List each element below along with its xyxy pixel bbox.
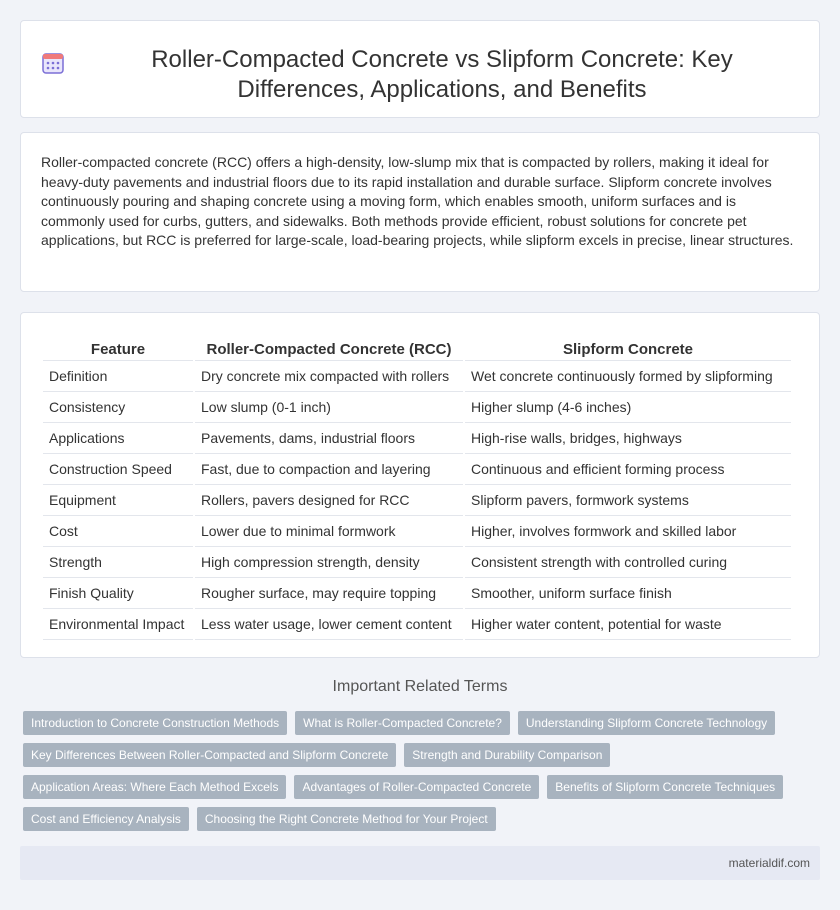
title-card [20,20,820,118]
intro-card [20,132,820,292]
table-cell: Lower due to minimal formwork [195,516,463,547]
table-cell: Applications [43,423,193,454]
related-term-tag[interactable]: Key Differences Between Roller-Compacted and Slipform Concrete [23,743,396,767]
table-cell: Finish Quality [43,578,193,609]
table-row [43,485,791,516]
related-term-tag[interactable]: Introduction to Concrete Construction Methods [23,711,287,735]
column-header-slipform: Slipform Concrete [465,333,791,361]
table-row [43,361,791,392]
table-cell: Higher, involves formwork and skilled labor [465,516,791,547]
column-header-feature: Feature [43,333,193,361]
table-cell: Low slump (0-1 inch) [195,392,463,423]
related-terms-list [23,711,823,831]
table-cell: Continuous and efficient forming process [465,454,791,485]
column-header-rcc: Roller-Compacted Concrete (RCC) [195,333,463,361]
table-cell: Fast, due to compaction and layering [195,454,463,485]
table-cell: Pavements, dams, industrial floors [195,423,463,454]
table-cell: High compression strength, density [195,547,463,578]
table-cell: High-rise walls, bridges, highways [465,423,791,454]
table-cell: Definition [43,361,193,392]
comparison-table [41,333,793,640]
table-row [43,578,791,609]
table-cell: Rollers, pavers designed for RCC [195,485,463,516]
table-cell: Smoother, uniform surface finish [465,578,791,609]
table-row [43,454,791,485]
table-cell: Wet concrete continuously formed by slipforming [465,361,791,392]
calendar-icon [41,51,65,75]
related-term-tag[interactable]: Cost and Efficiency Analysis [23,807,189,831]
table-row [43,516,791,547]
intro-paragraph: Roller-compacted concrete (RCC) offers a high-density, low-slump mix that is compacted by rollers, making it ideal for heavy-duty pavements and industrial floors due to its rapid installation and durable surface. Slipform concrete involves continuously pouring and shaping concrete using a moving form, which enables smooth, uniform surfaces and is commonly used for curbs, gutters, and sidewalks. Both methods provide efficient, robust solutions for concrete pet applications, but RCC is preferred for large-scale, load-bearing projects, while slipform excels in precise, linear structures. [41,154,794,248]
related-term-tag[interactable]: Strength and Durability Comparison [404,743,610,767]
related-term-tag[interactable]: Advantages of Roller-Compacted Concrete [294,775,539,799]
table-cell: Dry concrete mix compacted with rollers [195,361,463,392]
table-cell: Consistency [43,392,193,423]
table-cell: Less water usage, lower cement content [195,609,463,640]
related-terms-title: Important Related Terms [332,678,508,695]
table-cell: Equipment [43,485,193,516]
footer [20,846,820,880]
table-row [43,609,791,640]
table-cell: Consistent strength with controlled curing [465,547,791,578]
table-cell: Strength [43,547,193,578]
table-cell: Higher water content, potential for waste [465,609,791,640]
comparison-card [20,312,820,658]
related-term-tag[interactable]: What is Roller-Compacted Concrete? [295,711,510,735]
related-term-tag[interactable]: Choosing the Right Concrete Method for Your Project [197,807,496,831]
table-cell: Rougher surface, may require topping [195,578,463,609]
page-title: Roller-Compacted Concrete vs Slipform Concrete: Key Differences, Applications, and Benefits [151,46,733,103]
table-row [43,392,791,423]
title-row [21,21,819,105]
table-cell: Construction Speed [43,454,193,485]
table-cell: Environmental Impact [43,609,193,640]
table-row [43,547,791,578]
table-header-row [43,333,791,361]
related-term-tag[interactable]: Benefits of Slipform Concrete Techniques [547,775,783,799]
table-row [43,423,791,454]
related-term-tag[interactable]: Understanding Slipform Concrete Technology [518,711,775,735]
related-term-tag[interactable]: Application Areas: Where Each Method Excels [23,775,286,799]
table-cell: Higher slump (4-6 inches) [465,392,791,423]
table-cell: Slipform pavers, formwork systems [465,485,791,516]
footer-site-link[interactable]: materialdif.com [728,856,810,870]
table-cell: Cost [43,516,193,547]
